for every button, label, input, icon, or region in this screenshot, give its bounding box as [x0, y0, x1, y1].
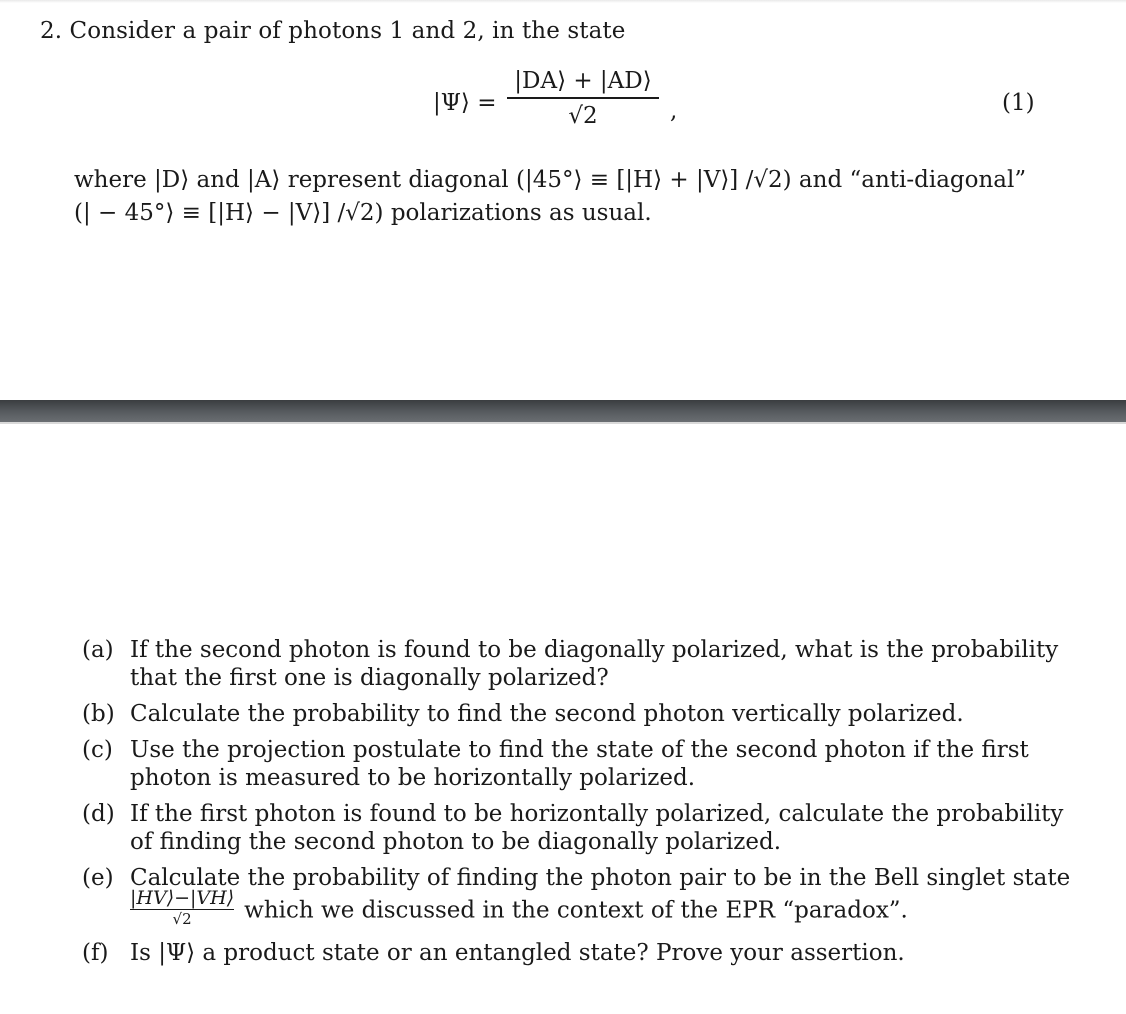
- equation-lhs: |Ψ⟩ =: [433, 90, 497, 116]
- part-b-label: (b): [82, 701, 115, 727]
- part-e-label: (e): [82, 865, 114, 891]
- part-d-line-1: If the first photon is found to be horizontally polarized, calculate the probability: [130, 801, 1064, 827]
- bell-singlet-numerator: |HV⟩−|VH⟩: [130, 887, 235, 909]
- part-b: [82, 700, 1042, 728]
- part-b-line-1: Calculate the probability to find the second photon vertically polarized.: [130, 701, 964, 727]
- equation-comma: ,: [670, 98, 678, 124]
- part-c-line-2: photon is measured to be horizontally polarized.: [130, 765, 696, 791]
- part-c-line-1: Use the projection postulate to find the state of the second photon if the first: [130, 737, 1029, 763]
- bell-singlet-fraction: [130, 888, 234, 927]
- equation-fraction: [507, 68, 659, 129]
- page-divider-edge: [0, 422, 1126, 424]
- page-divider-bar: [0, 400, 1126, 422]
- part-a-line-1: If the second photon is found to be diagonally polarized, what is the probability: [130, 637, 1059, 663]
- part-e-line-2-wrap: [130, 887, 1042, 931]
- part-e: [82, 864, 1071, 931]
- part-d: [82, 800, 1064, 856]
- part-c: [82, 736, 1042, 792]
- part-a: [82, 636, 1059, 692]
- equation-number: (1): [1002, 90, 1035, 116]
- page-top-section: [0, 0, 1126, 400]
- state-equation: [433, 68, 733, 148]
- part-a-line-2: that the first one is diagonally polarized?: [130, 665, 609, 691]
- part-f-label: (f): [82, 940, 109, 967]
- part-a-label: (a): [82, 637, 114, 663]
- part-f: [82, 939, 1042, 967]
- definition-line-2: (| − 45°⟩ ≡ [|H⟩ − |V⟩] /√2) polarizations as usual.: [74, 200, 652, 226]
- fraction-numerator: |DA⟩ + |AD⟩: [514, 68, 652, 94]
- part-e-line-2: which we discussed in the context of the EPR “paradox”.: [244, 897, 908, 924]
- part-d-label: (d): [82, 801, 115, 827]
- polarization-definition: [74, 164, 1039, 230]
- part-f-line-1: Is |Ψ⟩ a product state or an entangled state? Prove your assertion.: [130, 940, 905, 967]
- definition-line-1: where |D⟩ and |A⟩ represent diagonal (|45°⟩ ≡ [|H⟩ + |V⟩] /√2) and “anti-diagonal”: [74, 167, 1027, 193]
- part-c-label: (c): [82, 737, 113, 763]
- bell-singlet-denominator: √2: [172, 910, 192, 929]
- top-edge-shadow: [0, 0, 1126, 3]
- part-d-line-2: of finding the second photon to be diagonally polarized.: [130, 829, 782, 855]
- problem-heading: 2. Consider a pair of photons 1 and 2, in the state: [40, 18, 626, 44]
- fraction-denominator: √2: [568, 102, 598, 129]
- part-e-line-1: Calculate the probability of finding the photon pair to be in the Bell singlet state: [130, 865, 1071, 891]
- fraction-bar: [507, 97, 659, 99]
- question-parts-list: [82, 636, 1071, 975]
